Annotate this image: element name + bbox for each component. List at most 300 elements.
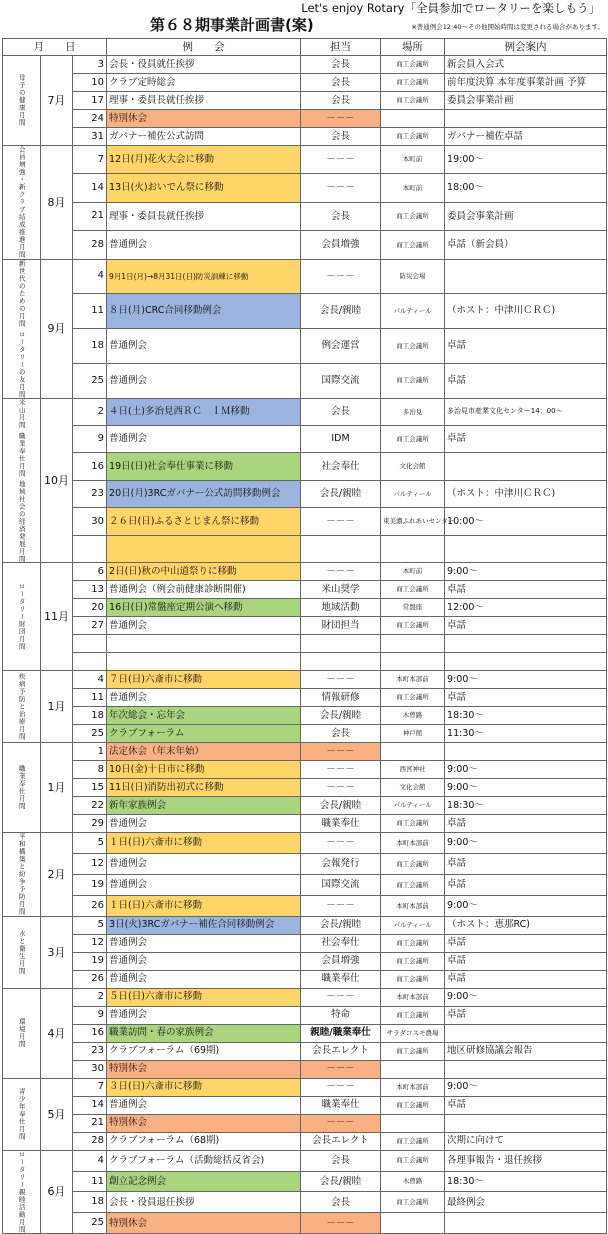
meeting-event: 普通例会 <box>107 934 301 952</box>
meeting-place: 常盤座 <box>381 599 445 617</box>
schedule-row <box>3 988 607 1006</box>
meeting-person: 会長/親睦 <box>301 1171 381 1192</box>
meeting-place: 商工会議所 <box>381 874 445 895</box>
meeting-person: 職業奉仕 <box>301 970 381 988</box>
meeting-person: －－－ <box>301 671 381 689</box>
meeting-place: パルティール <box>381 916 445 934</box>
meeting-person: －－－ <box>301 508 381 535</box>
month-theme: ロータリー財団月間 <box>3 563 41 671</box>
month-theme: ロータリー親睦活動月間 <box>3 1150 41 1234</box>
meeting-event: ガバナー補佐公式訪問 <box>107 128 301 146</box>
meeting-person: －－－ <box>301 895 381 916</box>
month-theme: 平和構築と紛争予防月間 <box>3 833 41 917</box>
meeting-guide <box>445 1024 607 1042</box>
meeting-guide: 次期に向けて <box>445 1132 607 1150</box>
meeting-place: 商工会議所 <box>381 92 445 110</box>
schedule-row <box>3 916 607 934</box>
schedule-row <box>3 617 607 635</box>
meeting-event <box>107 635 301 653</box>
meeting-date: 2 <box>73 988 107 1006</box>
meeting-date: 30 <box>73 508 107 535</box>
meeting-place: 神戸館 <box>381 725 445 743</box>
meeting-guide: 卓話 <box>445 970 607 988</box>
schedule-row <box>3 563 607 581</box>
meeting-place: 商工会議所 <box>381 1132 445 1150</box>
meeting-person: 会長エレクト <box>301 1132 381 1150</box>
meeting-date: 31 <box>73 128 107 146</box>
meeting-event: クラブフォーラム（活動総括反省会) <box>107 1150 301 1171</box>
meeting-person: －－－ <box>301 1060 381 1078</box>
meeting-date <box>73 635 107 653</box>
schedule-row <box>3 689 607 707</box>
meeting-place: 木曽路 <box>381 1171 445 1192</box>
meeting-event: 普通例会 <box>107 231 301 259</box>
meeting-guide: 卓話 <box>445 934 607 952</box>
month-theme: 会員増強・新クラブ結成推進月間 <box>3 146 41 260</box>
meeting-date: 8 <box>73 761 107 779</box>
meeting-date: 27 <box>73 617 107 635</box>
meeting-date: 2 <box>73 398 107 425</box>
meeting-person: －－－ <box>301 988 381 1006</box>
schedule-row <box>3 128 607 146</box>
schedule-row <box>3 895 607 916</box>
meeting-event: 普通例会 <box>107 1096 301 1114</box>
month-theme: 環境月間 <box>3 988 41 1078</box>
schedule-row <box>3 952 607 970</box>
schedule-row <box>3 1213 607 1234</box>
meeting-person: －－－ <box>301 743 381 761</box>
meeting-event: 理事・委員長就任挨拶 <box>107 202 301 230</box>
schedule-row <box>3 294 607 329</box>
meeting-place: 商工会議所 <box>381 1096 445 1114</box>
meeting-guide: 卓話 <box>445 689 607 707</box>
meeting-place: 本町前 <box>381 563 445 581</box>
meeting-place: 商工会議所 <box>381 363 445 398</box>
meeting-event: ３日(日)六斎市に移動 <box>107 1078 301 1096</box>
meeting-event: 特別休会 <box>107 1060 301 1078</box>
meeting-event: ２６日(日)ふるさとじまん祭に移動 <box>107 508 301 535</box>
meeting-person <box>301 635 381 653</box>
meeting-guide: 9:00～ <box>445 1078 607 1096</box>
meeting-event: 特別休会 <box>107 110 301 128</box>
meeting-place: 文化会館 <box>381 779 445 797</box>
meeting-place: パルティール <box>381 480 445 507</box>
meeting-guide: 前年度決算 本年度事業計画 予算 <box>445 74 607 92</box>
month-theme: 職業奉仕月間 <box>3 743 41 833</box>
month-label: 6月 <box>41 1150 73 1234</box>
meeting-person: 会長エレクト <box>301 1042 381 1060</box>
schedule-row <box>3 508 607 535</box>
meeting-guide: 卓話 <box>445 952 607 970</box>
meeting-date: 10 <box>73 74 107 92</box>
meeting-event <box>107 535 301 562</box>
meeting-person: 会長/親睦 <box>301 480 381 507</box>
schedule-row <box>3 815 607 833</box>
month-label: 7月 <box>41 56 73 146</box>
meeting-date: 14 <box>73 1096 107 1114</box>
meeting-person: －－－ <box>301 563 381 581</box>
meeting-event: クラブフォーラム（68期) <box>107 1132 301 1150</box>
month-label: 9月 <box>41 259 73 398</box>
meeting-date: 19 <box>73 952 107 970</box>
header-place: 場所 <box>381 39 445 56</box>
meeting-event: 新年家族例会 <box>107 797 301 815</box>
meeting-date: 4 <box>73 259 107 294</box>
meeting-event: 特別休会 <box>107 1213 301 1234</box>
meeting-guide <box>445 1213 607 1234</box>
meeting-event: 13日(火)おいでん祭に移動 <box>107 174 301 202</box>
meeting-date: 25 <box>73 363 107 398</box>
meeting-person: 職業奉仕 <box>301 815 381 833</box>
meeting-event: 法定休会（年末年始） <box>107 743 301 761</box>
header-event: 例 会 <box>107 39 301 56</box>
meeting-place: 本町本部前 <box>381 895 445 916</box>
schedule-row <box>3 174 607 202</box>
meeting-person: －－－ <box>301 174 381 202</box>
meeting-place: パルティール <box>381 797 445 815</box>
meeting-date: 19 <box>73 874 107 895</box>
meeting-event: 普通例会 <box>107 854 301 875</box>
meeting-date: 11 <box>73 294 107 329</box>
meeting-event: 普通例会 <box>107 1006 301 1024</box>
meeting-place: 本町前 <box>381 174 445 202</box>
month-label: 2月 <box>41 833 73 917</box>
month-label: 3月 <box>41 916 73 988</box>
meeting-place: 本町前 <box>381 146 445 174</box>
schedule-row <box>3 56 607 74</box>
meeting-guide: 卓話 <box>445 426 607 453</box>
meeting-event: 普通例会 <box>107 426 301 453</box>
meeting-date: 29 <box>73 815 107 833</box>
meeting-guide: 最終例会 <box>445 1192 607 1213</box>
meeting-guide: 卓話 <box>445 1096 607 1114</box>
meeting-place: 商工会議所 <box>381 934 445 952</box>
meeting-date: 21 <box>73 1114 107 1132</box>
meeting-place <box>381 110 445 128</box>
schedule-row <box>3 725 607 743</box>
month-label: 8月 <box>41 146 73 260</box>
meeting-date: 12 <box>73 934 107 952</box>
meeting-guide: 9:00～ <box>445 779 607 797</box>
schedule-row <box>3 146 607 174</box>
meeting-place: 商工会議所 <box>381 970 445 988</box>
meeting-event: 普通例会（例会前健康診断開催) <box>107 581 301 599</box>
meeting-person: －－－ <box>301 110 381 128</box>
month-label: 5月 <box>41 1078 73 1150</box>
meeting-event: 職業訪問・春の家族例会 <box>107 1024 301 1042</box>
meeting-place <box>381 635 445 653</box>
meeting-guide: 12:00～ <box>445 599 607 617</box>
meeting-place: 本町本部前 <box>381 1078 445 1096</box>
schedule-row <box>3 797 607 815</box>
meeting-place: 本町本部前 <box>381 988 445 1006</box>
meeting-date: 4 <box>73 1150 107 1171</box>
meeting-date: 7 <box>73 146 107 174</box>
meeting-date: 28 <box>73 231 107 259</box>
meeting-person: 国際交流 <box>301 874 381 895</box>
meeting-date: 30 <box>73 1060 107 1078</box>
schedule-body <box>3 56 607 1234</box>
schedule-row <box>3 1006 607 1024</box>
meeting-event: 会長・役員退任挨拶 <box>107 1192 301 1213</box>
meeting-place <box>381 743 445 761</box>
meeting-place: 商工会議所 <box>381 74 445 92</box>
meeting-person: 会長/親睦 <box>301 707 381 725</box>
month-theme: 新世代のための月間 ロータリーの友月間 <box>3 259 41 398</box>
meeting-date: 18 <box>73 707 107 725</box>
meeting-place <box>381 1114 445 1132</box>
meeting-person <box>301 535 381 562</box>
meeting-person: 会長/親睦 <box>301 916 381 934</box>
meeting-guide: 卓話（新会員） <box>445 231 607 259</box>
meeting-person: 会員増強 <box>301 231 381 259</box>
schedule-row <box>3 426 607 453</box>
meeting-person: 会長 <box>301 725 381 743</box>
header-date: 月 日 <box>3 39 107 56</box>
meeting-event: 理事・委員長就任挨拶 <box>107 92 301 110</box>
schedule-row <box>3 1192 607 1213</box>
meeting-event: 10日(金)十日市に移動 <box>107 761 301 779</box>
schedule-row <box>3 1132 607 1150</box>
meeting-date: 25 <box>73 725 107 743</box>
schedule-row <box>3 110 607 128</box>
meeting-guide <box>445 1114 607 1132</box>
meeting-date: 14 <box>73 174 107 202</box>
meeting-guide: 卓話 <box>445 363 607 398</box>
meeting-event: １日(日)六斎市に移動 <box>107 833 301 854</box>
meeting-event: １日(日)六斎市に移動 <box>107 895 301 916</box>
meeting-guide <box>445 635 607 653</box>
meeting-guide: 卓話 <box>445 1006 607 1024</box>
schedule-row <box>3 1150 607 1171</box>
meeting-place: 商工会議所 <box>381 689 445 707</box>
meeting-guide <box>445 110 607 128</box>
meeting-date <box>73 535 107 562</box>
month-theme: 母子の健康月間 <box>3 56 41 146</box>
meeting-date: 11 <box>73 689 107 707</box>
meeting-event: 会長・役員就任挨拶 <box>107 56 301 74</box>
meeting-guide: 卓話 <box>445 874 607 895</box>
schedule-row <box>3 671 607 689</box>
meeting-date: 25 <box>73 1213 107 1234</box>
header-guide: 例会案内 <box>445 39 607 56</box>
schedule-row <box>3 833 607 854</box>
meeting-event: 普通例会 <box>107 689 301 707</box>
start-time-note: ※普通例会12:40～その他開始時間は変更される場合があります。 <box>411 23 604 31</box>
schedule-row <box>3 1042 607 1060</box>
meeting-guide: （ホスト：恵那RC) <box>445 916 607 934</box>
meeting-guide: 卓話 <box>445 815 607 833</box>
meeting-event: 20日(月)3RCガバナー公式訪問移動例会 <box>107 480 301 507</box>
meeting-date: 23 <box>73 480 107 507</box>
meeting-place: 商工会議所 <box>381 581 445 599</box>
schedule-row <box>3 779 607 797</box>
meeting-guide: 多治見市産業文化センター14：00～ <box>445 398 607 425</box>
meeting-person: 社会奉仕 <box>301 934 381 952</box>
meeting-place: 商工会議所 <box>381 1042 445 1060</box>
meeting-place: 防災会場 <box>381 259 445 294</box>
meeting-event: 3日(火)3RCガバナー補佐合同移動例会 <box>107 916 301 934</box>
meeting-person: 社会奉仕 <box>301 453 381 480</box>
meeting-date: 13 <box>73 581 107 599</box>
meeting-person: 会長 <box>301 92 381 110</box>
meeting-date: 5 <box>73 833 107 854</box>
meeting-guide: 18:00～ <box>445 174 607 202</box>
schedule-row <box>3 761 607 779</box>
meeting-event: 普通例会 <box>107 363 301 398</box>
month-label: 10月 <box>41 398 73 563</box>
meeting-guide: 卓話 <box>445 581 607 599</box>
meeting-guide: 9:00～ <box>445 761 607 779</box>
meeting-place <box>381 1213 445 1234</box>
meeting-place: 東美濃ふれあいセンター <box>381 508 445 535</box>
meeting-place: 商工会議所 <box>381 815 445 833</box>
meeting-person: 地域活動 <box>301 599 381 617</box>
schedule-row <box>3 480 607 507</box>
meeting-place: 文化会館 <box>381 453 445 480</box>
meeting-guide: （ホスト：中津川ＣＲＣ) <box>445 294 607 329</box>
slogan: Let's enjoy Rotary「全員参加でロータリーを楽しもう」 <box>301 1 600 15</box>
meeting-event: 普通例会 <box>107 329 301 364</box>
meeting-date: 17 <box>73 92 107 110</box>
meeting-person: －－－ <box>301 146 381 174</box>
meeting-person: 特命 <box>301 1006 381 1024</box>
meeting-person: 会員増強 <box>301 952 381 970</box>
meeting-guide: 11:30～ <box>445 725 607 743</box>
meeting-guide: 9:00～ <box>445 563 607 581</box>
meeting-date: 7 <box>73 1078 107 1096</box>
meeting-guide <box>445 453 607 480</box>
meeting-person: －－－ <box>301 1213 381 1234</box>
schedule-row <box>3 653 607 671</box>
meeting-guide: 18:30～ <box>445 797 607 815</box>
meeting-place: 本町本部前 <box>381 833 445 854</box>
meeting-date: 11 <box>73 1171 107 1192</box>
meeting-guide: 10:00～ <box>445 508 607 535</box>
meeting-event: 9月1日(月)→8月31日(日)防災訓練に移動 <box>107 259 301 294</box>
meeting-date: 28 <box>73 1132 107 1150</box>
meeting-person: －－－ <box>301 779 381 797</box>
meeting-place <box>381 1060 445 1078</box>
meeting-place <box>381 535 445 562</box>
meeting-place <box>381 653 445 671</box>
meeting-event: 普通例会 <box>107 952 301 970</box>
meeting-date: 3 <box>73 56 107 74</box>
meeting-event: 普通例会 <box>107 874 301 895</box>
schedule-row <box>3 854 607 875</box>
schedule-row <box>3 398 607 425</box>
meeting-place: 商工会議所 <box>381 128 445 146</box>
meeting-date: 26 <box>73 970 107 988</box>
schedule-row <box>3 92 607 110</box>
meeting-place: 商工会議所 <box>381 1150 445 1171</box>
meeting-guide: 卓話 <box>445 617 607 635</box>
schedule-table <box>2 38 607 1234</box>
schedule-row <box>3 1171 607 1192</box>
meeting-person: 会長 <box>301 74 381 92</box>
meeting-guide <box>445 743 607 761</box>
meeting-person: －－－ <box>301 833 381 854</box>
meeting-date: 26 <box>73 895 107 916</box>
meeting-date: 9 <box>73 1006 107 1024</box>
month-theme: 米山月間 職業奉仕月間 地域社会の経済発展月間 <box>3 398 41 563</box>
schedule-row <box>3 202 607 230</box>
meeting-event <box>107 653 301 671</box>
meeting-place: 商工会議所 <box>381 202 445 230</box>
meeting-person: 会長 <box>301 202 381 230</box>
meeting-place: 木曽路 <box>381 707 445 725</box>
schedule-row <box>3 743 607 761</box>
meeting-person: 会長/親睦 <box>301 294 381 329</box>
meeting-event: 特別休会 <box>107 1114 301 1132</box>
schedule-row <box>3 1078 607 1096</box>
meeting-guide: 18:30～ <box>445 1171 607 1192</box>
schedule-row <box>3 707 607 725</box>
meeting-event: 16日(日)常盤座定期公演へ移動 <box>107 599 301 617</box>
meeting-person: 財団担当 <box>301 617 381 635</box>
meeting-date: 22 <box>73 797 107 815</box>
meeting-person: －－－ <box>301 761 381 779</box>
meeting-person: －－－ <box>301 1078 381 1096</box>
meeting-guide <box>445 1060 607 1078</box>
schedule-row <box>3 1096 607 1114</box>
meeting-event: 11日(日)消防出初式に移動 <box>107 779 301 797</box>
month-label: 4月 <box>41 988 73 1078</box>
meeting-date: 12 <box>73 854 107 875</box>
meeting-guide: 18:30～ <box>445 707 607 725</box>
schedule-row <box>3 453 607 480</box>
month-theme: 水と衛生月間 <box>3 916 41 988</box>
schedule-row <box>3 535 607 562</box>
meeting-event: クラブ定時総会 <box>107 74 301 92</box>
meeting-person: 親睦/職業奉仕 <box>301 1024 381 1042</box>
meeting-guide: 19:00～ <box>445 146 607 174</box>
schedule-row <box>3 934 607 952</box>
meeting-person: 例会運営 <box>301 329 381 364</box>
meeting-event: 普通例会 <box>107 617 301 635</box>
schedule-row <box>3 635 607 653</box>
meeting-person: －－－ <box>301 259 381 294</box>
month-label: 1月 <box>41 743 73 833</box>
month-label: 1月 <box>41 671 73 743</box>
meeting-guide: 9:00～ <box>445 895 607 916</box>
month-theme: 青少年奉仕月間 <box>3 1078 41 1150</box>
meeting-date: 15 <box>73 779 107 797</box>
meeting-place: 商工会議所 <box>381 952 445 970</box>
meeting-person: 国際交流 <box>301 363 381 398</box>
meeting-date: 21 <box>73 202 107 230</box>
schedule-row <box>3 1024 607 1042</box>
meeting-event: 普通例会 <box>107 815 301 833</box>
meeting-place: 商工会議所 <box>381 1192 445 1213</box>
meeting-place: 商工会議所 <box>381 1006 445 1024</box>
meeting-place: 商工会議所 <box>381 426 445 453</box>
meeting-event: ５日(日)六斎市に移動 <box>107 988 301 1006</box>
meeting-guide <box>445 259 607 294</box>
meeting-person: 会長 <box>301 398 381 425</box>
meeting-event: 年次総会・忘年会 <box>107 707 301 725</box>
meeting-person: －－－ <box>301 1114 381 1132</box>
meeting-date: 16 <box>73 453 107 480</box>
schedule-row <box>3 259 607 294</box>
month-theme: 疾病予防と治療月間 <box>3 671 41 743</box>
meeting-guide: 卓話 <box>445 854 607 875</box>
meeting-event: クラブフォーラム（69期) <box>107 1042 301 1060</box>
meeting-date: 6 <box>73 563 107 581</box>
meeting-person: 会長 <box>301 1150 381 1171</box>
meeting-place: 商工会議所 <box>381 231 445 259</box>
meeting-event: クラブフォーラム <box>107 725 301 743</box>
